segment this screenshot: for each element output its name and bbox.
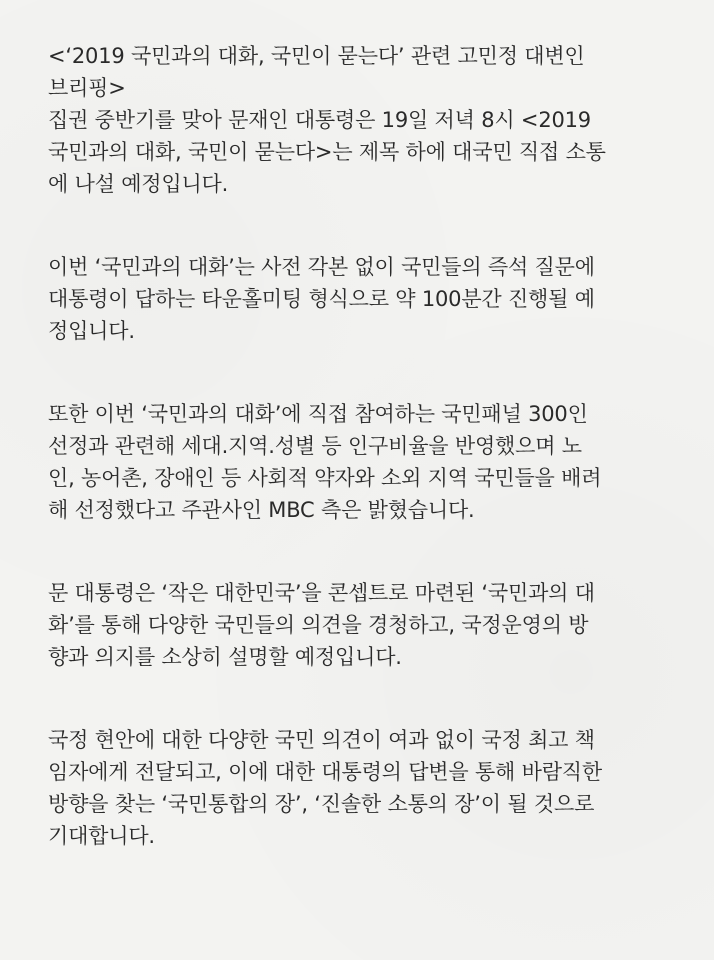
paragraph-gap <box>48 526 684 577</box>
text-line: 임자에게 전달되고, 이에 대한 대통령의 답변을 통해 바람직한 <box>48 760 602 784</box>
text-line: 이번 ‘국민과의 대화’는 사전 각본 없이 국민들의 즉석 질문에 <box>48 255 595 279</box>
paragraph-1 <box>48 104 684 200</box>
text-line: 선정과 관련해 세대.지역.성별 등 인구비율을 반영했으며 노 <box>48 434 582 458</box>
text-line: 집권 중반기를 맞아 문재인 대통령은 19일 저녁 8시 <2019 <box>48 108 591 132</box>
text-line: 문 대통령은 ‘작은 대한민국’을 콘셉트로 마련된 ‘국민과의 대 <box>48 581 595 605</box>
paragraph-gap <box>48 200 684 251</box>
text-line: 국정 현안에 대한 다양한 국민 의견이 여과 없이 국정 최고 책 <box>48 728 595 752</box>
text-line: 또한 이번 ‘국민과의 대화’에 직접 참여하는 국민패널 300인 <box>48 402 588 426</box>
paragraph-5 <box>48 724 684 852</box>
paragraph-3 <box>48 398 684 526</box>
text-line: 해 선정했다고 주관사인 MBC 측은 밝혔습니다. <box>48 498 475 522</box>
text-line: 화’를 통해 다양한 국민들의 의견을 경청하고, 국정운영의 방 <box>48 613 589 637</box>
paragraph-2 <box>48 251 684 347</box>
text-line: 에 나설 예정입니다. <box>48 172 229 196</box>
paragraph-gap <box>48 673 684 724</box>
title-line: <‘2019 국민과의 대화, 국민이 묻는다’ 관련 고민정 대변인 <box>48 44 585 68</box>
text-line: 방향을 찾는 ‘국민통합의 장’, ‘진솔한 소통의 장’이 될 것으로 <box>48 792 595 816</box>
text-line: 정입니다. <box>48 319 135 343</box>
title-line: 브리핑> <box>48 76 126 100</box>
text-line: 대통령이 답하는 타운홀미팅 형식으로 약 100분간 진행될 예 <box>48 287 595 311</box>
text-line: 국민과의 대화, 국민이 묻는다>는 제목 하에 대국민 직접 소통 <box>48 140 606 164</box>
paragraph-gap <box>48 347 684 398</box>
document-title <box>48 40 684 104</box>
paragraph-4 <box>48 577 684 673</box>
text-line: 기대합니다. <box>48 824 155 848</box>
text-line: 인, 농어촌, 장애인 등 사회적 약자와 소외 지역 국민들을 배려 <box>48 466 602 490</box>
text-line: 향과 의지를 소상히 설명할 예정입니다. <box>48 645 402 669</box>
